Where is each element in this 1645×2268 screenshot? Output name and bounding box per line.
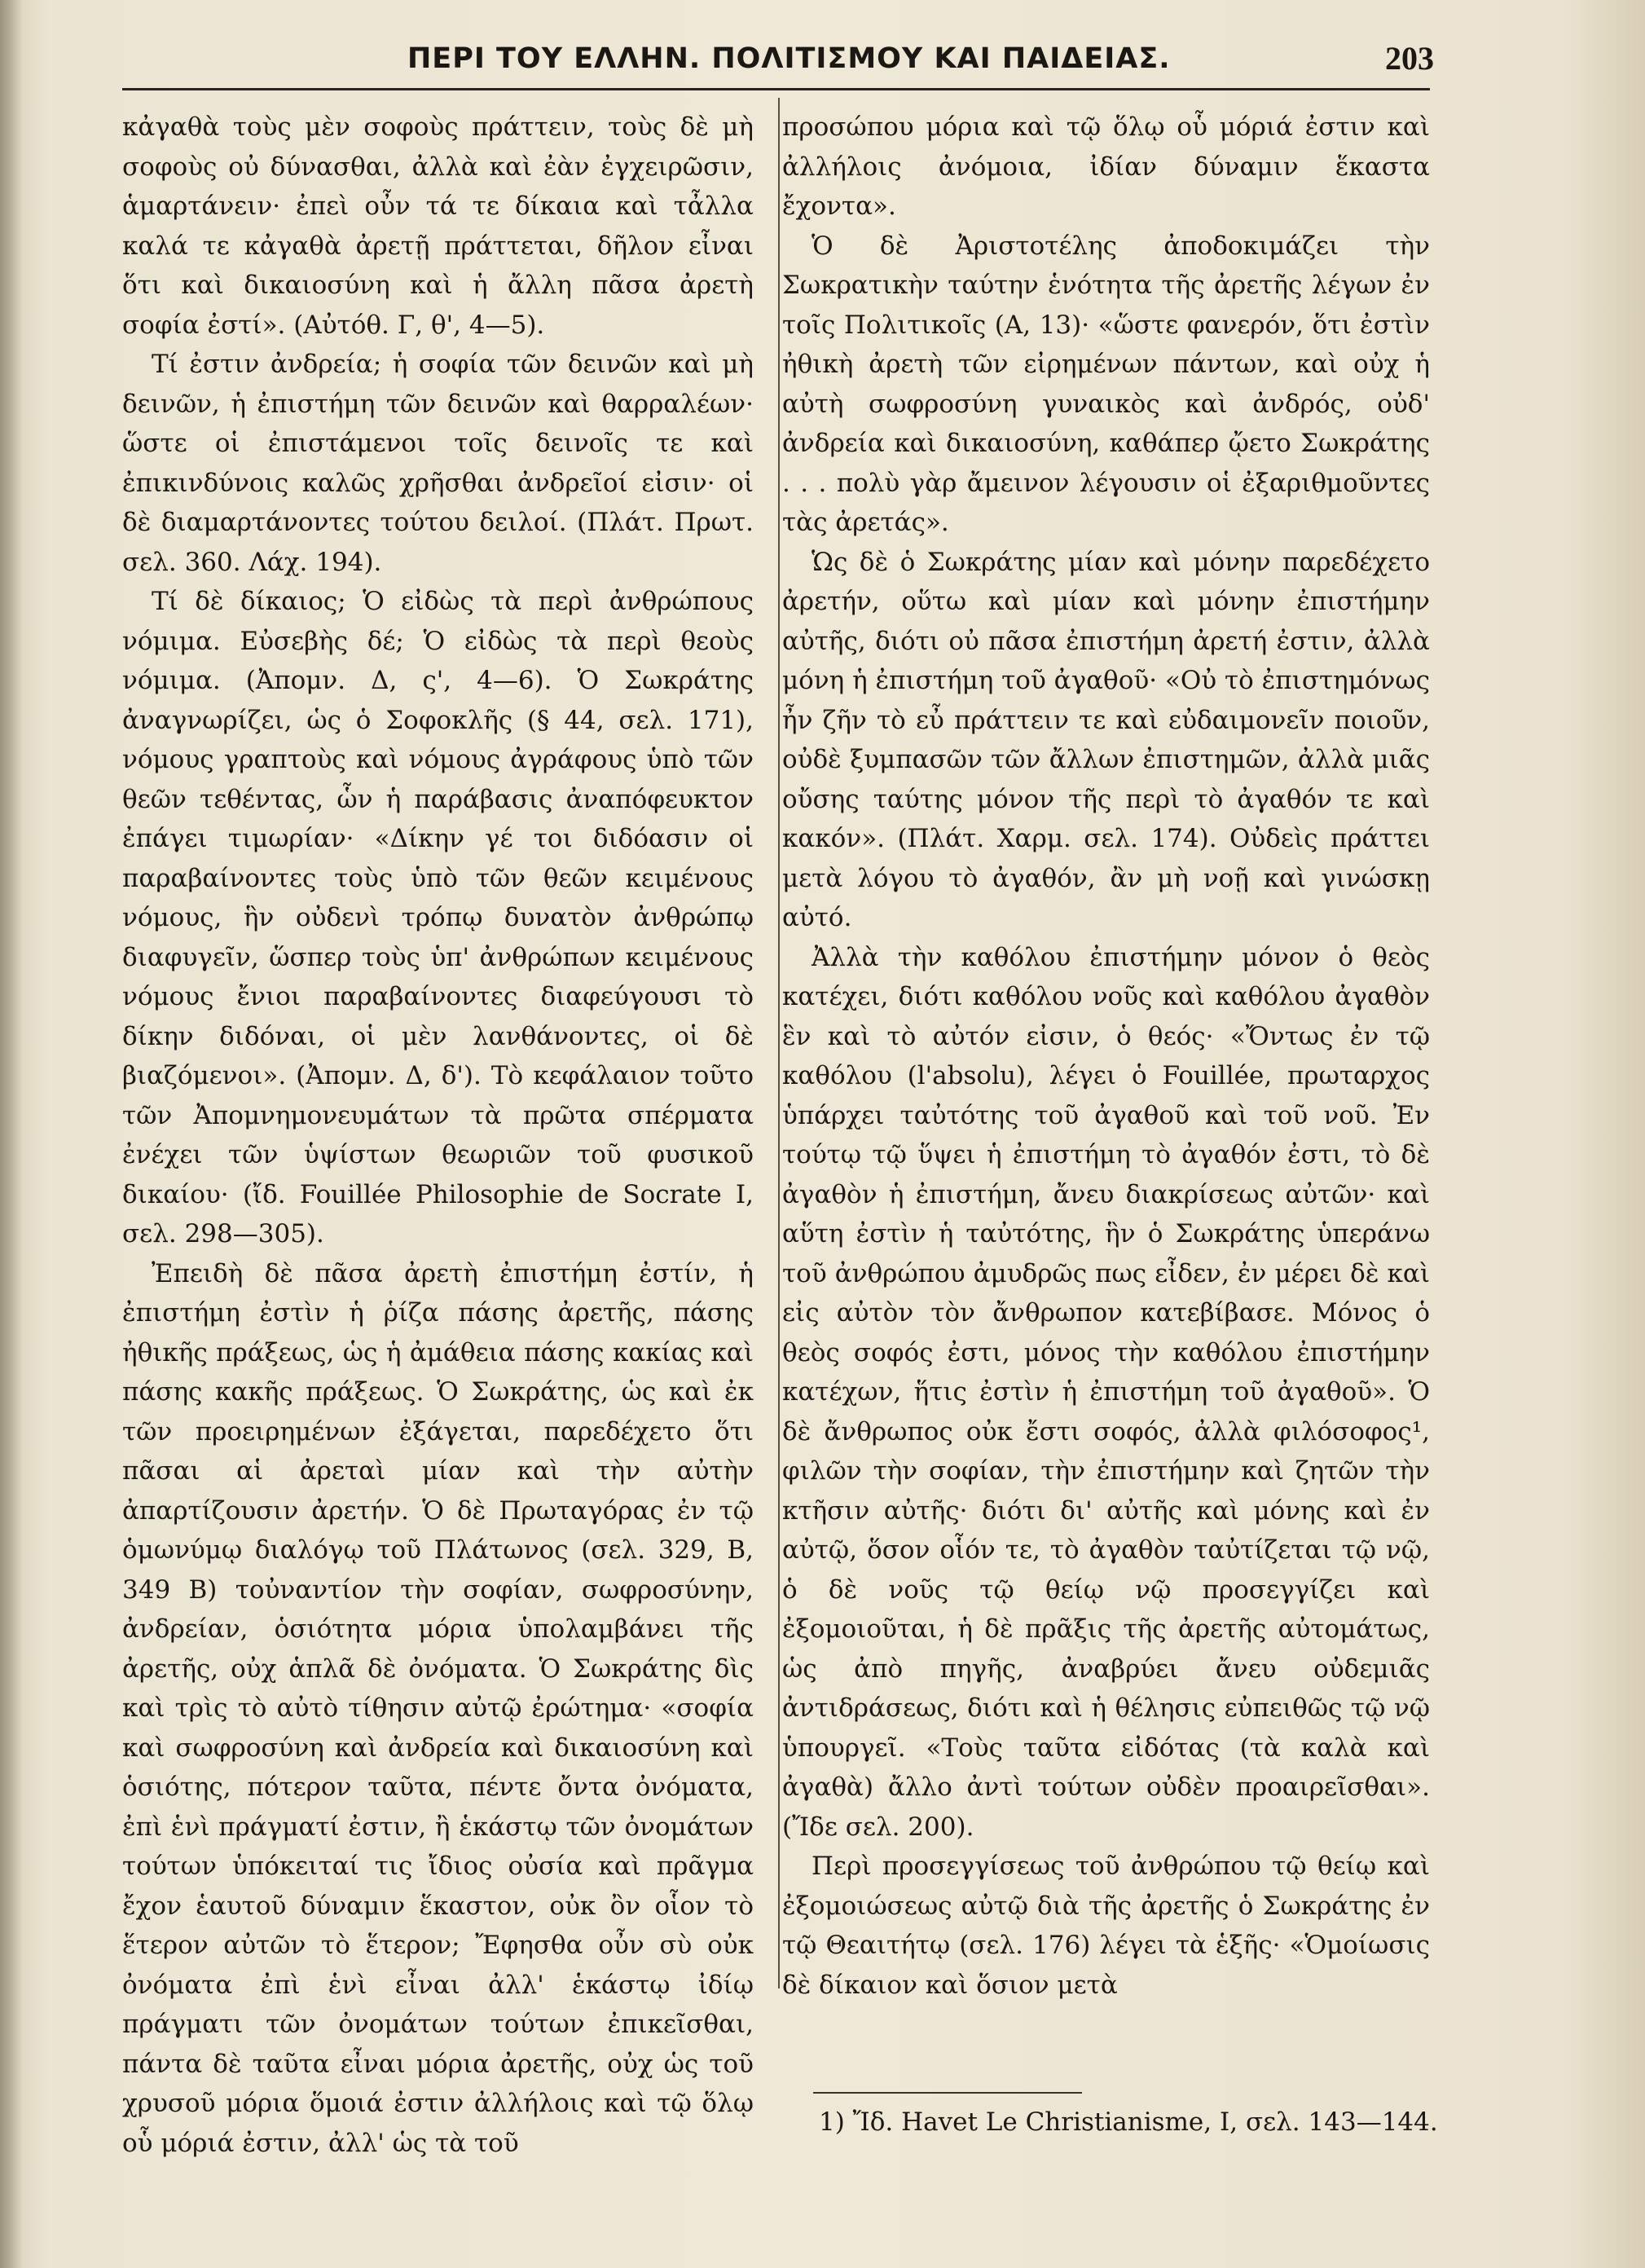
paragraph: κἀγαθὰ τοὺς μὲν σοφοὺς πράττειν, τοὺς δὲ μὴ σοφοὺς οὐ δύνασθαι, ἀλλὰ καὶ ἐὰν ἐγχειρῶσιν, ἁμαρτάνειν· ἐπεὶ οὖν τά τε δίκαια καὶ τἆλλα καλά τε κἀγαθὰ ἀρετῇ πράττεται, δῆλον εἶναι ὅτι καὶ δικαιοσύνη καὶ ἡ ἄλλη πᾶσα ἀρετὴ σοφία ἐστί». (Αὐτόθ. Γ, θ', 4—5).	[122, 112, 754, 340]
paragraph: Τί δὲ δίκαιος; Ὁ εἰδὼς τὰ περὶ ἀνθρώπους νόμιμα. Εὐσεβὴς δέ; Ὁ εἰδὼς τὰ περὶ θεοὺς νόμιμα. (Ἀπομν. Δ, ς', 4—6). Ὁ Σωκράτης ἀναγνωρίζει, ὡς ὁ Σοφοκλῆς (§ 44, σελ. 171), νόμους γραπτοὺς καὶ νόμους ἀγράφους ὑπὸ τῶν θεῶν τεθέντας, ὧν ἡ παράβασις ἀναπόφευκτον ἐπάγει τιμωρίαν· «Δίκην γέ τοι διδόασιν οἱ παραβαίνοντες τοὺς ὑπὸ τῶν θεῶν κειμένους νόμους, ἣν οὐδενὶ τρόπῳ δυνατὸν ἀνθρώπῳ διαφυγεῖν, ὥσπερ τοὺς ὑπ' ἀνθρώπων κειμένους νόμους ἔνιοι παραβαίνοντες διαφεύγουσι τὸ δίκην διδόναι, οἱ μὲν λανθάνοντες, οἱ δὲ βιαζόμενοι». (Ἀπομν. Δ, δ'). Τὸ κεφάλαιον τοῦτο τῶν Ἀπομνημονευμάτων τὰ πρῶτα σπέρματα ἐνέχει τῶν ὑψίστων θεωριῶν τοῦ φυσικοῦ δικαίου· (ἴδ. Fouillée Philosophie de Socrate I, σελ. 298—305).	[122, 587, 754, 1249]
column-divider	[778, 98, 780, 1988]
paragraph: Ὁ δὲ Ἀριστοτέλης ἀποδοκιμάζει τὴν Σωκρατικὴν ταύτην ἑνότητα τῆς ἀρετῆς λέγων ἐν τοῖς Πολιτικοῖς (Α, 13)· «ὥστε φανερόν, ὅτι ἐστὶν ἠθικὴ ἀρετὴ τῶν εἰρημένων πάντων, καὶ οὐχ ἡ αὐτὴ σωφροσύνη γυναικὸς καὶ ἀνδρός, οὐδ' ἀνδρεία καὶ δικαιοσύνη, καθάπερ ᾤετο Σωκράτης . . . πολὺ γὰρ ἄμεινον λέγουσιν οἱ ἐξαριθμοῦντες τὰς ἀρετάς».	[782, 231, 1430, 537]
running-title: ΠΕΡΙ ΤΟΥ ΕΛΛΗΝ. ΠΟΛΙΤΙΣΜΟΥ ΚΑΙ ΠΑΙΔΕΙΑΣ.	[407, 42, 1171, 75]
left-column	[122, 108, 754, 2163]
page-header	[122, 33, 1434, 90]
footnote-rule	[813, 2092, 1082, 2094]
page-number: 203	[1385, 40, 1434, 77]
header-rule	[122, 88, 1430, 90]
paragraph: Ἐπειδὴ δὲ πᾶσα ἀρετὴ ἐπιστήμη ἐστίν, ἡ ἐπιστήμη ἐστὶν ἡ ῥίζα πάσης ἀρετῆς, πάσης ἠθικῆς πράξεως, ὡς ἡ ἀμάθεια πάσης κακίας καὶ πάσης κακῆς πράξεως. Ὁ Σωκράτης, ὡς καὶ ἐκ τῶν προειρημένων ἐξάγεται, παρεδέχετο ὅτι πᾶσαι αἱ ἀρεταὶ μίαν καὶ τὴν αὐτὴν ἀπαρτίζουσιν ἀρετήν. Ὁ δὲ Πρωταγόρας ἐν τῷ ὁμωνύμῳ διαλόγῳ τοῦ Πλάτωνος (σελ. 329, Β, 349 Β) τοὐναντίον τὴν σοφίαν, σωφροσύνην, ἀνδρείαν, ὁσιότητα μόρια ὑπολαμβάνει τῆς ἀρετῆς, οὐχ ἁπλᾶ δὲ ὀνόματα. Ὁ Σωκράτης δὶς καὶ τρὶς τὸ αὐτὸ τίθησιν αὐτῷ ἐρώτημα· «σοφία καὶ σωφροσύνη καὶ ἀνδρεία καὶ δικαιοσύνη καὶ ὁσιότης, πότερον ταῦτα, πέντε ὄντα ὀνόματα, ἐπὶ ἑνὶ πράγματί ἐστιν, ἢ ἑκάστῳ τῶν ὀνομάτων τούτων ὑπόκειταί τις ἴδιος οὐσία καὶ πρᾶγμα ἔχον ἑαυτοῦ δύναμιν ἕκαστον, οὐκ ὂν οἷον τὸ ἕτερον αὐτῶν τὸ ἕτερον; Ἔφησθα οὖν σὺ οὐκ ὀνόματα ἐπὶ ἑνὶ εἶναι ἀλλ' ἑκάστῳ ἰδίῳ πράγματι τῶν ὀνομάτων τούτων ἐπικεῖσθαι, πάντα δὲ ταῦτα εἶναι μόρια ἀρετῆς, οὐχ ὡς τοῦ χρυσοῦ μόρια ὅμοιά ἐστιν ἀλλήλοις καὶ τῷ ὅλῳ οὗ μόριά ἐστιν, ἀλλ' ὡς τὰ τοῦ	[122, 1258, 754, 2158]
right-column	[782, 108, 1430, 2005]
binding-shadow	[0, 0, 23, 2268]
paragraph: προσώπου μόρια καὶ τῷ ὅλῳ οὗ μόριά ἐστιν καὶ ἀλλήλοις ἀνόμοια, ἰδίαν δύναμιν ἕκαστα ἔχοντα».	[782, 112, 1430, 221]
footnote-text: 1) Ἴδ. Havet Le Christianisme, I, σελ. 143—144.	[819, 2107, 1438, 2137]
paragraph: Ἀλλὰ τὴν καθόλου ἐπιστήμην μόνον ὁ θεὸς κατέχει, διότι καθόλου νοῦς καὶ καθόλου ἀγαθὸν ἓν καὶ τὸ αὐτόν εἰσιν, ὁ θεός· «Ὄντως ἐν τῷ καθόλου (l'absolu), λέγει ὁ Fouillée, πρωταρχος ὑπάρχει ταὐτότης τοῦ ἀγαθοῦ καὶ τοῦ νοῦ. Ἐν τούτῳ τῷ ὕψει ἡ ἐπιστήμη τὸ ἀγαθόν ἐστι, τὸ δὲ ἀγαθὸν ἡ ἐπιστήμη, ἄνευ διακρίσεως αὐτῶν· καὶ αὕτη ἐστὶν ἡ ταὐτότης, ἣν ὁ Σωκράτης ὑπεράνω τοῦ ἀνθρώπου ἀμυδρῶς πως εἶδεν, ἐν μέρει δὲ καὶ εἰς αὐτὸν τὸν ἄνθρωπον κατεβίβασε. Μόνος ὁ θεὸς σοφός ἐστι, μόνος τὴν καθόλου ἐπιστήμην κατέχων, ἥτις ἐστὶν ἡ ἐπιστήμη τοῦ ἀγαθοῦ». Ὁ δὲ ἄνθρωπος οὐκ ἔστι σοφός, ἀλλὰ φιλόσοφος¹, φιλῶν τὴν σοφίαν, τὴν ἐπιστήμην καὶ ζητῶν τὴν κτῆσιν αὐτῆς· διότι δι' αὐτῆς καὶ μόνης καὶ ἐν αὐτῷ, ὅσον οἷόν τε, τὸ ἀγαθὸν ταὐτίζεται τῷ νῷ, ὁ δὲ νοῦς τῷ θείῳ νῷ προσεγγίζει καὶ ἐξομοιοῦται, ἡ δὲ πρᾶξις τῆς ἀρετῆς αὐτομάτως, ὡς ἀπὸ πηγῆς, ἀναβρύει ἄνευ οὐδεμιᾶς ἀντιδράσεως, διότι καὶ ἡ θέλησις εὐπειθῶς τῷ νῷ ὑπουργεῖ. «Τοὺς ταῦτα εἰδότας (τὰ καλὰ καὶ ἀγαθὰ) ἄλλο ἀντὶ τούτων οὐδὲν προαιρεῖσθαι». (Ἴδε σελ. 200).	[782, 942, 1430, 1842]
paragraph: Τί ἐστιν ἀνδρεία; ἡ σοφία τῶν δεινῶν καὶ μὴ δεινῶν, ἡ ἐπιστήμη τῶν δεινῶν καὶ θαρραλέων· ὥστε οἱ ἐπιστάμενοι τοῖς δεινοῖς τε καὶ ἐπικινδύνοις καλῶς χρῆσθαι ἀνδρεῖοί εἰσιν· οἱ δὲ διαμαρτάνοντες τούτου δειλοί. (Πλάτ. Πρωτ. σελ. 360. Λάχ. 194).	[122, 350, 754, 577]
paragraph: Περὶ προσεγγίσεως τοῦ ἀνθρώπου τῷ θείῳ καὶ ἐξομοιώσεως αὐτῷ διὰ τῆς ἀρετῆς ὁ Σωκράτης ἐν τῷ Θεαιτήτῳ (σελ. 176) λέγει τὰ ἑξῆς· «Ὁμοίωσις δὲ δίκαιον καὶ ὅσιον μετὰ	[782, 1852, 1430, 2000]
footnote	[819, 2103, 1438, 2142]
paragraph: Ὡς δὲ ὁ Σωκράτης μίαν καὶ μόνην παρεδέχετο ἀρετήν, οὕτω καὶ μίαν καὶ μόνην ἐπιστήμην αὐτῆς, διότι οὐ πᾶσα ἐπιστήμη ἀρετή ἐστιν, ἀλλὰ μόνη ἡ ἐπιστήμη τοῦ ἀγαθοῦ· «Οὐ τὸ ἐπιστημόνως ἦν ζῆν τὸ εὖ πράττειν τε καὶ εὐδαιμονεῖν ποιοῦν, οὐδὲ ξυμπασῶν τῶν ἄλλων ἐπιστημῶν, ἀλλὰ μιᾶς οὔσης ταύτης μόνον τῆς περὶ τὸ ἀγαθόν τε καὶ κακόν». (Πλάτ. Χαρμ. σελ. 174). Οὐδεὶς πράττει μετὰ λόγου τὸ ἀγαθόν, ἂν μὴ νοῇ καὶ γινώσκῃ αὐτό.	[782, 547, 1431, 932]
